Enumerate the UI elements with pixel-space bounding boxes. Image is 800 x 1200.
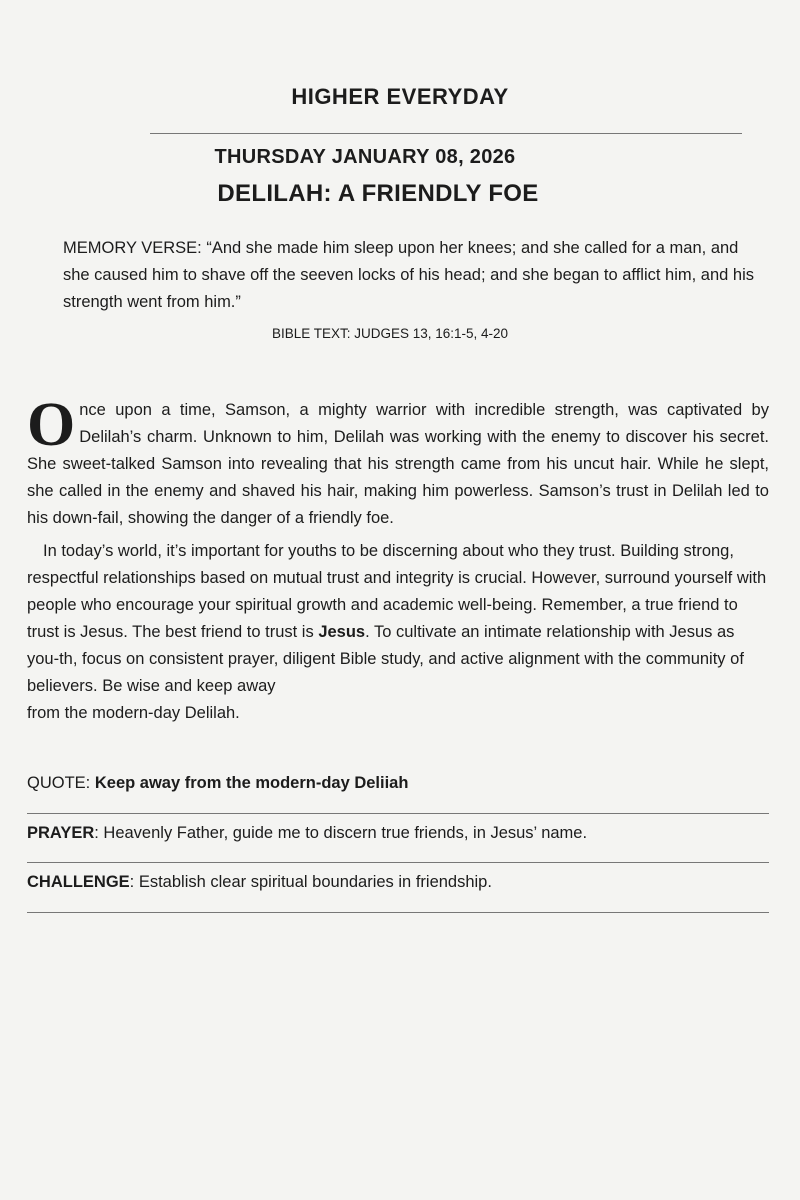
memory-verse-text: “And she made him sleep upon her knees; and she called for a man, and she caused him to shave off the seeven locks of his head; and she began to afflict him, and his strength went from him.” <box>63 239 754 311</box>
challenge-label: CHALLENGE <box>27 873 130 891</box>
devotion-body <box>27 391 769 727</box>
book-title: HIGHER EVERYDAY <box>291 84 509 109</box>
paragraph-2-last-line: from the modern-day Delilah. <box>27 704 240 722</box>
body-paragraph-1 <box>27 391 769 532</box>
quote-section <box>27 774 408 793</box>
quote-text: Keep away from the modern-day Deliiah <box>94 774 409 792</box>
devotion-topic: DELILAH: A FRIENDLY FOE <box>217 180 539 207</box>
paragraph-2-text-start: In today’s world, it’s important for youths to be discerning about who they trust. Building strong, respectful relationships based on mutual trust and integrity is crucial. However, surround yourself with people who encourage your spiritual growth and academic well-being. Remember, a true friend to trust is Jesus. The best friend to trust is <box>27 542 767 641</box>
quote-divider <box>27 813 769 814</box>
challenge-text: : Establish clear spiritual boundaries in friendship. <box>129 873 492 891</box>
quote-label: QUOTE: <box>27 774 91 792</box>
paragraph-2-bold-word: Jesus <box>318 623 366 641</box>
prayer-text: : Heavenly Father, guide me to discern true friends, in Jesus’ name. <box>94 824 588 842</box>
devotion-date: THURSDAY JANUARY 08, 2026 <box>214 146 516 168</box>
paragraph-2-text-end: . To cultivate an intimate relationship with Jesus as you-th, focus on consistent prayer, diligent Bible study, and active alignment with the community of believers. Be wise and keep away <box>27 623 744 695</box>
memory-verse-label: MEMORY VERSE: <box>63 239 202 257</box>
bible-text-reference: BIBLE TEXT: JUDGES 13, 16:1-5, 4-20 <box>271 326 509 341</box>
challenge-divider <box>27 912 769 913</box>
header-divider <box>150 133 742 134</box>
challenge-section <box>27 873 492 892</box>
prayer-section <box>27 824 587 843</box>
drop-cap: O <box>27 391 76 459</box>
paragraph-1-text: nce upon a time, Samson, a mighty warrior with incredible strength, was captivated by Delilah’s charm. Unknown to him, Delilah was working with the enemy to discover his secret. She sweet-talked Samson into revealing that his strength came from his uncut hair. While he slept, she called in the enemy and shaved his hair, making him powerless. Samson’s trust in Delilah led to his down-fail, showing the danger of a friendly foe. <box>27 401 769 527</box>
prayer-divider <box>27 862 769 863</box>
prayer-label: PRAYER <box>27 824 95 842</box>
body-paragraph-2 <box>27 538 769 727</box>
memory-verse <box>63 235 763 316</box>
